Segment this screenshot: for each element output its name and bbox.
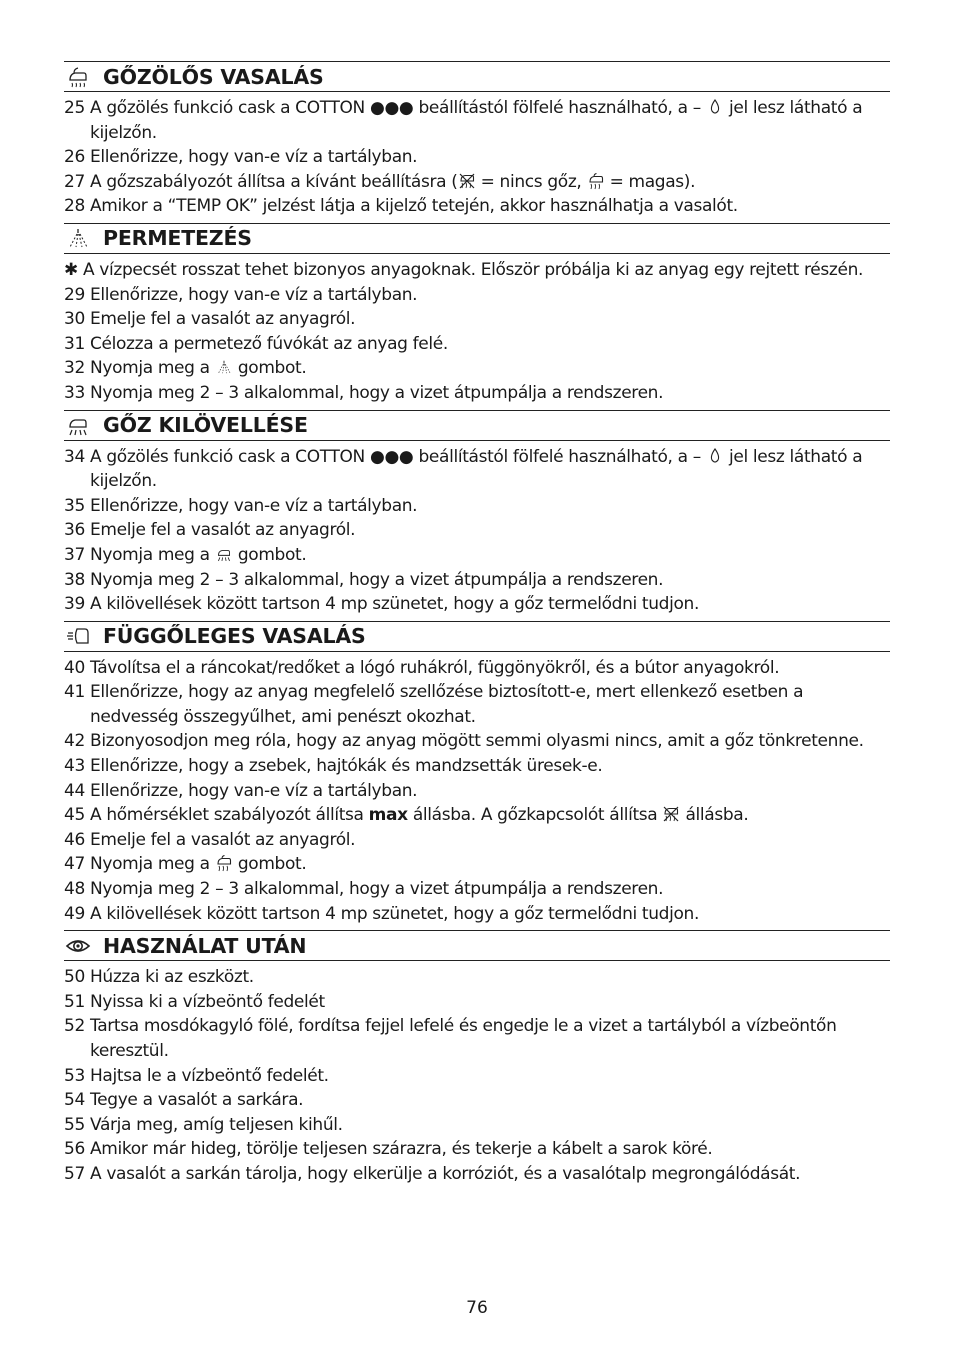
- item-text: Tartsa mosdókagyló fölé, fordítsa fejjel lefelé és engedje le a vizet a tartályból a vízbeöntőn keresztül.: [90, 1016, 837, 1061]
- item-text: Távolítsa el a ráncokat/redőket a lógó ruhákról, függönyökről, és a bútor anyagokról.: [90, 657, 780, 678]
- item-text: = nincs gőz,: [475, 171, 587, 192]
- item-number: 36: [64, 520, 85, 541]
- spacer: [64, 617, 890, 620]
- item-number: 40: [64, 657, 85, 678]
- list-item: [64, 1137, 890, 1162]
- item-text: Húzza ki az eszközt.: [90, 967, 254, 988]
- steam-high-icon: [215, 854, 233, 872]
- item-text: Nyomja meg a: [90, 854, 215, 875]
- item-text: Amikor a “TEMP OK” jelzést látja a kijelző tetején, akkor használhatja a vasalót.: [90, 196, 738, 217]
- item-number: 28: [64, 196, 85, 217]
- list-item: [64, 779, 890, 804]
- section-title: GŐZÖLŐS VASALÁS: [103, 64, 324, 89]
- list-item: [64, 852, 890, 877]
- list-item: [64, 283, 890, 308]
- list-item: [64, 381, 890, 406]
- item-text: Amikor már hideg, törölje teljesen szárazra, és tekerje a kábelt a sarok köré.: [90, 1139, 713, 1160]
- list-item: [64, 1014, 890, 1063]
- item-number: 45: [64, 805, 85, 826]
- steam-drop-icon: [706, 447, 724, 465]
- list-item: [64, 803, 890, 828]
- item-number: 37: [64, 544, 85, 565]
- item-text: beállítástól fölfelé használható, a –: [413, 446, 706, 467]
- list-item: [64, 494, 890, 519]
- cotton-dots: ●●●: [369, 446, 414, 467]
- item-number: 55: [64, 1114, 85, 1135]
- item-number: 32: [64, 358, 85, 379]
- item-text: A gőzszabályozót állítsa a kívánt beállításra (: [90, 171, 458, 192]
- section-title: PERMETEZÉS: [103, 226, 252, 251]
- item-text: A kilövellések között tartson 4 mp szünetet, hogy a gőz termelődni tudjon.: [90, 594, 700, 615]
- item-number: 56: [64, 1139, 85, 1160]
- steam-burst-icon: [65, 413, 91, 437]
- item-text: Nyomja meg a: [90, 358, 215, 379]
- item-text: Nyissa ki a vízbeöntő fedelét: [90, 991, 325, 1012]
- item-number: 44: [64, 780, 85, 801]
- item-text: Emelje fel a vasalót az anyagról.: [90, 520, 356, 541]
- section-title: GŐZ KILÖVELLÉSE: [103, 413, 308, 438]
- list-item: [64, 877, 890, 902]
- item-number: 52: [64, 1016, 85, 1037]
- item-text: Nyomja meg 2 – 3 alkalommal, hogy a vizet átpumpálja a rendszeren.: [90, 569, 664, 590]
- section-heading: [64, 223, 890, 254]
- list-item: [64, 965, 890, 990]
- item-number: 47: [64, 854, 85, 875]
- item-text: Tegye a vasalót a sarkára.: [90, 1090, 304, 1111]
- steam-burst-icon: [215, 545, 233, 563]
- item-number: 48: [64, 879, 85, 900]
- item-number: 50: [64, 967, 85, 988]
- item-number: 29: [64, 284, 85, 305]
- section-heading: [64, 61, 890, 92]
- spacer: [64, 219, 890, 222]
- item-text: Emelje fel a vasalót az anyagról.: [90, 309, 356, 330]
- item-text: gombot.: [232, 358, 307, 379]
- item-text: jel lesz látható a kijelzőn.: [90, 98, 863, 143]
- list-item: [64, 1162, 890, 1187]
- steam-high-icon: [587, 172, 605, 190]
- item-text: Ellenőrizze, hogy van-e víz a tartályban.: [90, 780, 418, 801]
- spray-icon: [65, 226, 91, 250]
- no-steam-icon: [458, 172, 476, 190]
- section-title: HASZNÁLAT UTÁN: [103, 933, 307, 958]
- item-number: 33: [64, 382, 85, 403]
- item-text: A kilövellések között tartson 4 mp szünetet, hogy a gőz termelődni tudjon.: [90, 903, 700, 924]
- list-item: [64, 592, 890, 617]
- item-number: 30: [64, 309, 85, 330]
- item-number: 43: [64, 756, 85, 777]
- list-item: [64, 307, 890, 332]
- list-item: [64, 1064, 890, 1089]
- list-item: [64, 543, 890, 568]
- list-item: [64, 258, 890, 283]
- spacer: [64, 406, 890, 409]
- item-text: Várja meg, amíg teljesen kihűl.: [90, 1114, 343, 1135]
- spray-icon: [215, 358, 233, 376]
- item-text: A vasalót a sarkán tárolja, hogy elkerülje a korróziót, és a vasalótalp megrongálódását.: [90, 1163, 801, 1184]
- list-item: [64, 332, 890, 357]
- list-item: [64, 518, 890, 543]
- item-number: 26: [64, 147, 85, 168]
- list-item: [64, 680, 890, 729]
- item-text: Ellenőrizze, hogy az anyag megfelelő szellőzése biztosított-e, mert ellenkező esetben a nedvesség összegyűlhet, ami penészt okozhat.: [90, 682, 804, 727]
- item-number: 42: [64, 731, 85, 752]
- item-number: 39: [64, 594, 85, 615]
- item-text: A hőmérséklet szabályozót állítsa: [90, 805, 369, 826]
- list-item: [64, 990, 890, 1015]
- list-item: [64, 656, 890, 681]
- list-item: [64, 1088, 890, 1113]
- item-text: gombot.: [232, 854, 307, 875]
- no-steam-icon: [662, 805, 680, 823]
- item-text: Nyomja meg a: [90, 544, 215, 565]
- item-text: beállítástól fölfelé használható, a –: [413, 98, 706, 118]
- section-title: FÜGGŐLEGES VASALÁS: [103, 624, 366, 649]
- list-item: [64, 445, 890, 494]
- item-text: Ellenőrizze, hogy a zsebek, hajtókák és mandzsetták üresek-e.: [90, 756, 603, 777]
- item-number: 49: [64, 903, 85, 924]
- steam-iron-icon: [65, 65, 91, 89]
- list-item: [64, 1113, 890, 1138]
- item-text: Bizonyosodjon meg róla, hogy az anyag mögött semmi olyasmi nincs, amit a gőz tönkretenne.: [90, 731, 864, 752]
- item-number: 25: [64, 98, 85, 118]
- item-number: 53: [64, 1065, 85, 1086]
- item-number: 51: [64, 991, 85, 1012]
- section-heading: [64, 930, 890, 961]
- item-text: Hajtsa le a vízbeöntő fedelét.: [90, 1065, 329, 1086]
- list-item: [64, 170, 890, 195]
- list-item: [64, 356, 890, 381]
- item-text: Ellenőrizze, hogy van-e víz a tartályban.: [90, 495, 418, 516]
- item-number: 57: [64, 1163, 85, 1184]
- item-number: 38: [64, 569, 85, 590]
- item-bold-text: max: [368, 805, 408, 826]
- item-number: 31: [64, 333, 85, 354]
- section-heading: [64, 621, 890, 652]
- spacer: [64, 926, 890, 929]
- item-text: A gőzölés funkció cask a COTTON: [90, 98, 370, 118]
- item-number: 34: [64, 446, 85, 467]
- list-item: [64, 96, 890, 145]
- item-text: A vízpecsét rosszat tehet bizonyos anyagoknak. Először próbálja ki az anyag egy rejtett részén.: [82, 259, 864, 280]
- document-page: [64, 60, 890, 1190]
- item-number: 35: [64, 495, 85, 516]
- item-text: állásba. A gőzkapcsolót állítsa: [407, 805, 663, 826]
- list-item: [64, 754, 890, 779]
- item-text: Célozza a permetező fúvókát az anyag felé.: [90, 333, 448, 354]
- item-text: Nyomja meg 2 – 3 alkalommal, hogy a vizet átpumpálja a rendszeren.: [90, 879, 664, 900]
- spacer: [64, 1187, 890, 1190]
- cotton-dots: ●●●: [369, 98, 414, 118]
- item-number: 46: [64, 829, 85, 850]
- item-text: Nyomja meg 2 – 3 alkalommal, hogy a vizet átpumpálja a rendszeren.: [90, 382, 664, 403]
- item-text: Emelje fel a vasalót az anyagról.: [90, 829, 356, 850]
- list-item: [64, 145, 890, 170]
- item-number: 54: [64, 1090, 85, 1111]
- list-item: [64, 568, 890, 593]
- item-number: 27: [64, 171, 85, 192]
- item-text: = magas).: [604, 171, 696, 192]
- list-item: [64, 828, 890, 853]
- steam-drop-icon: [706, 98, 724, 116]
- vertical-steam-icon: [65, 624, 91, 648]
- item-text: gombot.: [232, 544, 307, 565]
- item-number: 41: [64, 682, 85, 703]
- section-heading: [64, 410, 890, 441]
- list-item: [64, 194, 890, 219]
- item-text: Ellenőrizze, hogy van-e víz a tartályban.: [90, 147, 418, 168]
- eye-icon: [65, 934, 91, 958]
- page-number: 76: [466, 1298, 488, 1318]
- item-number: ✱: [64, 259, 78, 280]
- item-text: jel lesz látható a kijelzőn.: [90, 446, 863, 492]
- item-text: állásba.: [680, 805, 749, 826]
- item-text: A gőzölés funkció cask a COTTON: [90, 446, 370, 467]
- list-item: [64, 902, 890, 927]
- item-text: Ellenőrizze, hogy van-e víz a tartályban.: [90, 284, 418, 305]
- list-item: [64, 729, 890, 754]
